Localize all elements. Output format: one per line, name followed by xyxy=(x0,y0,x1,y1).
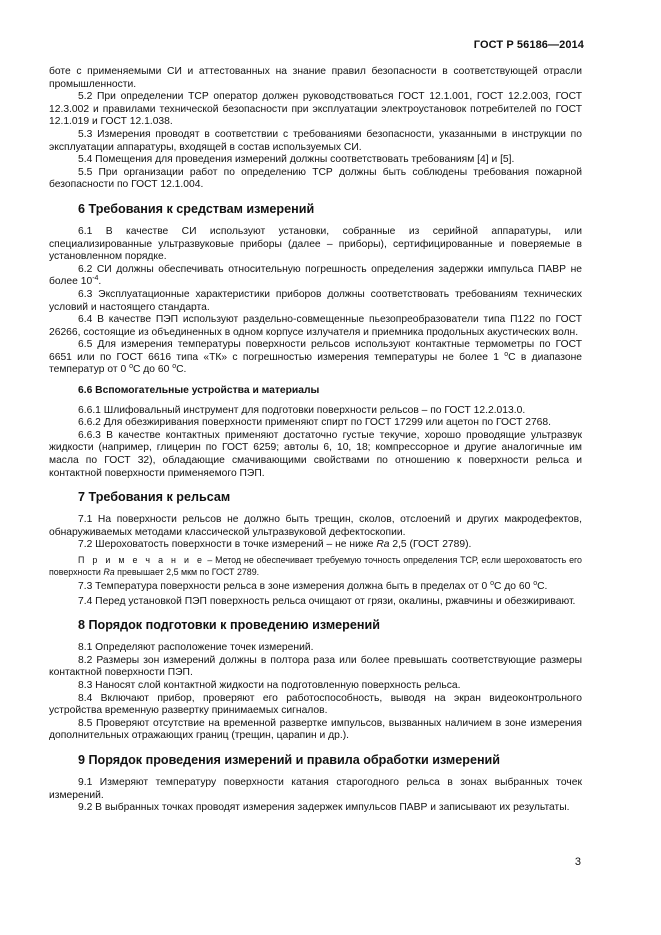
degree-mark: о xyxy=(172,363,177,371)
clause-6-2-end: . xyxy=(98,276,102,288)
exponent: -4 xyxy=(92,275,99,283)
clause-7-1: 7.1 На поверхности рельсов не должно быть трещин, сколов, отслоений и других макродефектов, обнаруживаемых методами классической ультразвуковой дефектоскопии. xyxy=(49,514,582,538)
clause-6-5-text-a: 6.5 Для измерения температуры поверхности рельсов используют контактные термометры по ГОСТ 6651 или по ГОСТ 6616 типа «ТК» с погрешностью измерения температуры не более 1 xyxy=(49,339,582,363)
clause-7-2 xyxy=(49,539,582,552)
clause-7-3-text-b: С до 60 xyxy=(493,581,534,592)
degree-mark: о xyxy=(504,350,509,358)
clause-6-2 xyxy=(49,264,582,289)
clause-6-5-text-d: С. xyxy=(176,364,187,376)
clause-9-2: 9.2 В выбранных точках проводят измерения задержек импульсов ПАВР и записывают их результаты. xyxy=(78,802,570,814)
degree-mark: о xyxy=(490,580,494,587)
clause-6-3: 6.3 Эксплуатационные характеристики приборов должны соответствовать требованиям технических условий и настоящего стандарта. xyxy=(49,288,582,313)
clause-8-1: 8.1 Определяют расположение точек измерений. xyxy=(78,642,314,654)
clause-8-3: 8.3 Наносят слой контактной жидкости на подготовленную поверхность рельса. xyxy=(78,679,461,691)
intro-continuation: боте с применяемыми СИ и аттестованных на знание правил безопасности в соответствующей отрасли промышленности. xyxy=(49,66,582,90)
degree-mark: о xyxy=(129,363,133,371)
note-text-b: превышает 2,5 мкм по ГОСТ 2789. xyxy=(114,567,260,577)
note-text-a: – Метод не обеспечивает требуемую точность определения ТСР, если шероховатость его поверхности xyxy=(49,555,582,577)
clause-9-1: 9.1 Измеряют температуру поверхности катания старогодного рельса в зонах выбранных точек измерений. xyxy=(49,776,582,801)
clause-8-2: 8.2 Размеры зон измерений должны в полтора раза или более превышать соответствующие размеры контактной поверхности ПЭП. xyxy=(49,654,582,679)
clause-8-5: 8.5 Проверяют отсутствие на временной развертке импульсов, вызванных наличием в зоне измерения дополнительных отражающих границ (трещин, царапин и др.). xyxy=(49,717,582,742)
clause-5-3: 5.3 Измерения проводят в соответствии с требованиями безопасности, указанными в инструкции по эксплуатации аппаратуры, входящей в состав используемых СИ. xyxy=(49,128,582,153)
clause-5-5: 5.5 При организации работ по определению ТСР должны быть соблюдены требования пожарной безопасности по ГОСТ 12.1.004. xyxy=(49,166,582,191)
note-label: П р и м е ч а н и е xyxy=(78,555,205,565)
section-9-heading: 9 Порядок проведения измерений и правила обработки измерений xyxy=(78,752,501,767)
note xyxy=(49,554,582,578)
clause-7-3-text-a: 7.3 Температура поверхности рельса в зоне измерения должна быть в пределах от 0 xyxy=(78,581,491,592)
page-number: 3 xyxy=(574,856,581,868)
clause-6-6-3: 6.6.3 В качестве контактных применяют достаточно густые текучие, хорошо проводящие ультразвук жидкости (например, глицерин по ГОСТ 6259; автолы 6, 10, 18; компрессорное и другие аналогичные им масла по ГОСТ 32), обладающие смачивающими свойствами по отношению к поверхности рельса и контактной поверхности применяемого ПЭП. xyxy=(49,429,582,479)
section-7-heading: 7 Требования к рельсам xyxy=(78,490,231,505)
clause-6-5-text-b: С в диапазоне температур от 0 xyxy=(49,351,582,376)
clause-5-2: 5.2 При определении ТСР оператор должен руководствоваться ГОСТ 12.1.001, ГОСТ 12.2.003, ГОСТ 12.3.002 и правилами технической безопасности при эксплуатации электроустановок потребителей по ГОСТ 12.1.019 и ГОСТ 12.1.038. xyxy=(49,91,582,128)
clause-6-6-1: 6.6.1 Шлифовальный инструмент для подготовки поверхности рельсов – по ГОСТ 12.2.013.0. xyxy=(78,404,526,416)
page-body xyxy=(49,66,582,815)
clause-6-5-text-c: С до 60 xyxy=(132,364,173,376)
clause-6-5 xyxy=(49,339,582,377)
roughness-symbol: Ra xyxy=(103,567,115,577)
clause-5-4: 5.4 Помещения для проведения измерений должны соответствовать требованиям [4] и [5]. xyxy=(78,154,515,166)
clause-7-2-text-b: 2,5 (ГОСТ 2789). xyxy=(389,539,472,551)
document-header: ГОСТ Р 56186—2014 xyxy=(473,39,584,51)
degree-mark: о xyxy=(533,580,538,587)
clause-7-3 xyxy=(49,581,582,594)
section-6-heading: 6 Требования к средствам измерений xyxy=(78,201,315,216)
clause-6-2-text: 6.2 СИ должны обеспечивать относительную погрешность определения задержки импульса ПАВР не более 10 xyxy=(49,263,582,288)
section-8-heading: 8 Порядок подготовки к проведению измерений xyxy=(78,618,380,633)
clause-6-4: 6.4 В качестве ПЭП используют раздельно-совмещенные пьезопреобразователи типа П122 по ГОСТ 26266, состоящие из объединенных в одном корпусе излучателя и приемника продольных акустических волн. xyxy=(49,314,582,338)
clause-7-4: 7.4 Перед установкой ПЭП поверхность рельса очищают от грязи, окалины, ржавчины и обезжиривают. xyxy=(78,595,576,607)
clause-8-4: 8.4 Включают прибор, проверяют его работоспособность, выводя на экран видеоконтрольного устройства временную развертку принимаемых сигналов. xyxy=(49,692,582,717)
clause-7-2-text-a: 7.2 Шероховатость поверхности в точке измерений – не ниже xyxy=(78,539,377,551)
clause-6-1: 6.1 В качестве СИ используют установки, собранные из серийной аппаратуры, или специализированные ультразвуковые приборы (далее – приборы), сертифицированные и поверяемые в установленном порядке. xyxy=(49,225,582,263)
subsection-6-6-heading: 6.6 Вспомогательные устройства и материалы xyxy=(78,385,320,397)
clause-7-3-text-c: С. xyxy=(537,581,548,592)
clause-6-6-2: 6.6.2 Для обезжиривания поверхности применяют спирт по ГОСТ 17299 или ацетон по ГОСТ 2768. xyxy=(78,417,551,429)
roughness-symbol: Ra xyxy=(376,539,390,551)
